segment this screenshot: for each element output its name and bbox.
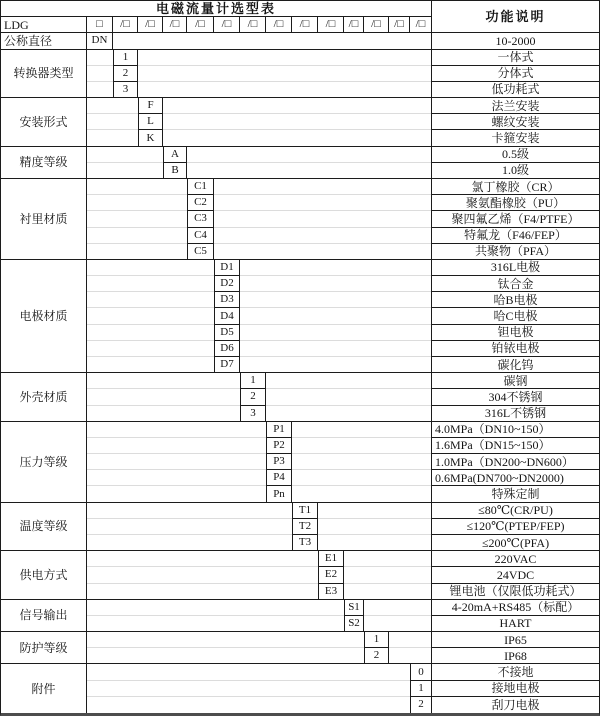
filler-cell bbox=[87, 486, 266, 502]
code-cell: D6 bbox=[214, 341, 240, 357]
group-label-housing-material: 外壳材质 bbox=[1, 373, 87, 422]
filler-cell bbox=[87, 260, 214, 276]
filler-cell bbox=[87, 308, 214, 324]
group-label-electrode-material: 电极材质 bbox=[1, 260, 87, 373]
filler-cell bbox=[87, 406, 240, 422]
filler-cell bbox=[87, 600, 344, 616]
desc-cell: 碳化钨 bbox=[431, 357, 599, 373]
code-cell: C5 bbox=[187, 244, 214, 260]
code-cell: DN bbox=[87, 33, 113, 49]
group-label-pressure-rating: 压力等级 bbox=[1, 422, 87, 503]
code-cell: E1 bbox=[318, 551, 344, 567]
desc-cell: 1.0级 bbox=[431, 163, 599, 179]
filler-cell bbox=[292, 454, 431, 470]
filler-cell bbox=[87, 616, 344, 632]
code-cell: D7 bbox=[214, 357, 240, 373]
desc-cell: 10-2000 bbox=[431, 33, 599, 49]
desc-cell: 4.0MPa（DN10~150） bbox=[431, 422, 599, 438]
code-cell: 3 bbox=[240, 406, 266, 422]
desc-cell: 刮刀电极 bbox=[431, 697, 599, 713]
filler-cell bbox=[240, 341, 431, 357]
code-slot: /□ bbox=[138, 17, 163, 33]
group-label-accessories: 附件 bbox=[1, 664, 87, 713]
filler-cell bbox=[240, 357, 431, 373]
filler-cell bbox=[87, 681, 410, 697]
filler-cell bbox=[87, 98, 138, 114]
filler-cell bbox=[389, 648, 431, 664]
filler-cell bbox=[214, 244, 431, 260]
group-label-lining-material: 衬里材质 bbox=[1, 179, 87, 260]
group-label-accuracy: 精度等级 bbox=[1, 147, 87, 179]
desc-cell: 螺纹安装 bbox=[431, 114, 599, 130]
code-cell: 2 bbox=[410, 697, 431, 713]
code-box: □ bbox=[87, 17, 113, 33]
desc-cell: 共聚物（PFA） bbox=[431, 244, 599, 260]
filler-cell bbox=[87, 211, 187, 227]
filler-cell bbox=[87, 584, 318, 600]
filler-cell bbox=[87, 551, 318, 567]
code-cell: T2 bbox=[292, 519, 318, 535]
desc-cell: 铂铱电极 bbox=[431, 341, 599, 357]
filler-cell bbox=[364, 616, 431, 632]
desc-cell: 碳钢 bbox=[431, 373, 599, 389]
table-title: 电磁流量计选型表 bbox=[1, 1, 431, 17]
filler-cell bbox=[292, 422, 431, 438]
code-cell: T3 bbox=[292, 535, 318, 551]
code-cell: 1 bbox=[364, 632, 389, 648]
code-cell: B bbox=[163, 163, 187, 179]
filler-cell bbox=[87, 697, 410, 713]
filler-cell bbox=[87, 147, 163, 163]
filler-cell bbox=[87, 114, 138, 130]
filler-cell bbox=[318, 503, 431, 519]
desc-cell: 法兰安装 bbox=[431, 98, 599, 114]
model-prefix: LDG bbox=[1, 17, 87, 33]
filler-cell bbox=[214, 195, 431, 211]
filler-cell bbox=[240, 325, 431, 341]
desc-cell: 锂电池（仅限低功耗式） bbox=[431, 584, 599, 600]
filler-cell bbox=[187, 147, 431, 163]
filler-cell bbox=[138, 50, 431, 66]
desc-cell: 0.6MPa(DN700~DN2000) bbox=[431, 470, 599, 486]
filler-cell bbox=[87, 195, 187, 211]
code-cell: E2 bbox=[318, 567, 344, 583]
code-cell: S1 bbox=[344, 600, 364, 616]
code-slot: /□ bbox=[292, 17, 318, 33]
filler-cell bbox=[87, 373, 240, 389]
code-cell: 1 bbox=[113, 50, 138, 66]
filler-cell bbox=[344, 567, 431, 583]
code-cell: P3 bbox=[266, 454, 292, 470]
group-label-converter-type: 转换器类型 bbox=[1, 50, 87, 99]
group-label-signal-output: 信号输出 bbox=[1, 600, 87, 632]
filler-cell bbox=[87, 519, 292, 535]
filler-cell bbox=[214, 228, 431, 244]
desc-cell: 4-20mA+RS485（标配） bbox=[431, 600, 599, 616]
group-label-temperature-rating: 温度等级 bbox=[1, 503, 87, 552]
desc-cell: ≤200℃(PFA) bbox=[431, 535, 599, 551]
code-cell: 1 bbox=[410, 681, 431, 697]
filler-cell bbox=[240, 260, 431, 276]
desc-cell: 分体式 bbox=[431, 66, 599, 82]
code-cell: T1 bbox=[292, 503, 318, 519]
code-cell: D5 bbox=[214, 325, 240, 341]
filler-cell bbox=[214, 211, 431, 227]
filler-cell bbox=[163, 130, 431, 146]
filler-cell bbox=[240, 276, 431, 292]
code-cell: F bbox=[138, 98, 163, 114]
row-label-nominal-diameter: 公称直径 bbox=[1, 33, 87, 49]
desc-cell: 钽电极 bbox=[431, 325, 599, 341]
filler-cell bbox=[292, 470, 431, 486]
filler-cell bbox=[87, 82, 113, 98]
code-slot: /□ bbox=[389, 17, 410, 33]
code-slot: /□ bbox=[113, 17, 138, 33]
desc-cell: ≤80℃(CR/PU) bbox=[431, 503, 599, 519]
desc-cell: 聚四氟乙烯（F4/PTFE） bbox=[431, 211, 599, 227]
desc-cell: 哈C电极 bbox=[431, 308, 599, 324]
code-cell: K bbox=[138, 130, 163, 146]
code-slot: /□ bbox=[187, 17, 214, 33]
filler-cell bbox=[318, 519, 431, 535]
code-cell: C3 bbox=[187, 211, 214, 227]
desc-cell: 不接地 bbox=[431, 664, 599, 680]
desc-cell: 特殊定制 bbox=[431, 486, 599, 502]
desc-cell: ≤120℃(PTEP/FEP) bbox=[431, 519, 599, 535]
filler-cell bbox=[87, 228, 187, 244]
code-cell: 3 bbox=[113, 82, 138, 98]
filler-cell bbox=[113, 33, 431, 49]
filler-cell bbox=[364, 600, 431, 616]
filler-cell bbox=[344, 584, 431, 600]
filler-cell bbox=[87, 470, 266, 486]
group-label-protection-rating: 防护等级 bbox=[1, 632, 87, 664]
filler-cell bbox=[87, 503, 292, 519]
filler-cell bbox=[292, 486, 431, 502]
code-slot: /□ bbox=[163, 17, 187, 33]
code-cell: A bbox=[163, 147, 187, 163]
code-cell: P2 bbox=[266, 438, 292, 454]
code-cell: C1 bbox=[187, 179, 214, 195]
desc-cell: 0.5级 bbox=[431, 147, 599, 163]
filler-cell bbox=[87, 341, 214, 357]
filler-cell bbox=[87, 276, 214, 292]
desc-cell: 特氟龙（F46/FEP） bbox=[431, 228, 599, 244]
desc-cell: 1.6MPa（DN15~150） bbox=[431, 438, 599, 454]
filler-cell bbox=[87, 325, 214, 341]
desc-cell: 一体式 bbox=[431, 50, 599, 66]
desc-cell: 1.0MPa（DN200~DN600） bbox=[431, 454, 599, 470]
code-cell: 0 bbox=[410, 664, 431, 680]
code-slot: /□ bbox=[410, 17, 431, 33]
code-cell: C2 bbox=[187, 195, 214, 211]
code-slot: /□ bbox=[214, 17, 240, 33]
filler-cell bbox=[87, 130, 138, 146]
filler-cell bbox=[266, 406, 431, 422]
filler-cell bbox=[240, 292, 431, 308]
filler-cell bbox=[87, 567, 318, 583]
code-slot: /□ bbox=[318, 17, 344, 33]
filler-cell bbox=[138, 66, 431, 82]
filler-cell bbox=[389, 632, 431, 648]
filler-cell bbox=[318, 535, 431, 551]
desc-cell: IP65 bbox=[431, 632, 599, 648]
filler-cell bbox=[87, 535, 292, 551]
filler-cell bbox=[138, 82, 431, 98]
code-cell: 2 bbox=[364, 648, 389, 664]
desc-cell: 氯丁橡胶（CR） bbox=[431, 179, 599, 195]
filler-cell bbox=[240, 308, 431, 324]
desc-cell: 聚氨酯橡胶（PU） bbox=[431, 195, 599, 211]
code-cell: D1 bbox=[214, 260, 240, 276]
group-label-installation: 安装形式 bbox=[1, 98, 87, 147]
filler-cell bbox=[87, 179, 187, 195]
desc-cell: 哈B电极 bbox=[431, 292, 599, 308]
filler-cell bbox=[292, 438, 431, 454]
code-cell: C4 bbox=[187, 228, 214, 244]
filler-cell bbox=[87, 66, 113, 82]
filler-cell bbox=[87, 50, 113, 66]
code-cell: P1 bbox=[266, 422, 292, 438]
group-label-power-supply: 供电方式 bbox=[1, 551, 87, 600]
code-cell: P4 bbox=[266, 470, 292, 486]
filler-cell bbox=[163, 98, 431, 114]
code-slot: /□ bbox=[240, 17, 266, 33]
filler-cell bbox=[87, 664, 410, 680]
filler-cell bbox=[87, 438, 266, 454]
desc-cell: 316L电极 bbox=[431, 260, 599, 276]
filler-cell bbox=[87, 357, 214, 373]
filler-cell bbox=[214, 179, 431, 195]
filler-cell bbox=[344, 551, 431, 567]
desc-cell: HART bbox=[431, 616, 599, 632]
code-cell: D3 bbox=[214, 292, 240, 308]
code-slot: /□ bbox=[266, 17, 292, 33]
filler-cell bbox=[87, 648, 364, 664]
code-cell: S2 bbox=[344, 616, 364, 632]
desc-cell: 低功耗式 bbox=[431, 82, 599, 98]
filler-cell bbox=[266, 389, 431, 405]
filler-cell bbox=[87, 454, 266, 470]
desc-cell: 220VAC bbox=[431, 551, 599, 567]
filler-cell bbox=[87, 292, 214, 308]
filler-cell bbox=[163, 114, 431, 130]
filler-cell bbox=[87, 163, 163, 179]
desc-cell: 卡箍安装 bbox=[431, 130, 599, 146]
desc-cell: 接地电极 bbox=[431, 681, 599, 697]
desc-cell: 钛合金 bbox=[431, 276, 599, 292]
code-cell: 2 bbox=[240, 389, 266, 405]
function-column-header: 功能说明 bbox=[431, 1, 599, 33]
desc-cell: 304不锈钢 bbox=[431, 389, 599, 405]
filler-cell bbox=[187, 163, 431, 179]
code-cell: L bbox=[138, 114, 163, 130]
desc-cell: 316L不锈钢 bbox=[431, 406, 599, 422]
code-cell: 1 bbox=[240, 373, 266, 389]
filler-cell bbox=[87, 389, 240, 405]
code-cell: D4 bbox=[214, 308, 240, 324]
filler-cell bbox=[87, 422, 266, 438]
code-cell: Pn bbox=[266, 486, 292, 502]
code-cell: E3 bbox=[318, 584, 344, 600]
code-cell: D2 bbox=[214, 276, 240, 292]
desc-cell: 24VDC bbox=[431, 567, 599, 583]
filler-cell bbox=[87, 632, 364, 648]
desc-cell: IP68 bbox=[431, 648, 599, 664]
code-slot: /□ bbox=[364, 17, 389, 33]
code-cell: 2 bbox=[113, 66, 138, 82]
filler-cell bbox=[266, 373, 431, 389]
code-slot: /□ bbox=[344, 17, 364, 33]
filler-cell bbox=[87, 244, 187, 260]
